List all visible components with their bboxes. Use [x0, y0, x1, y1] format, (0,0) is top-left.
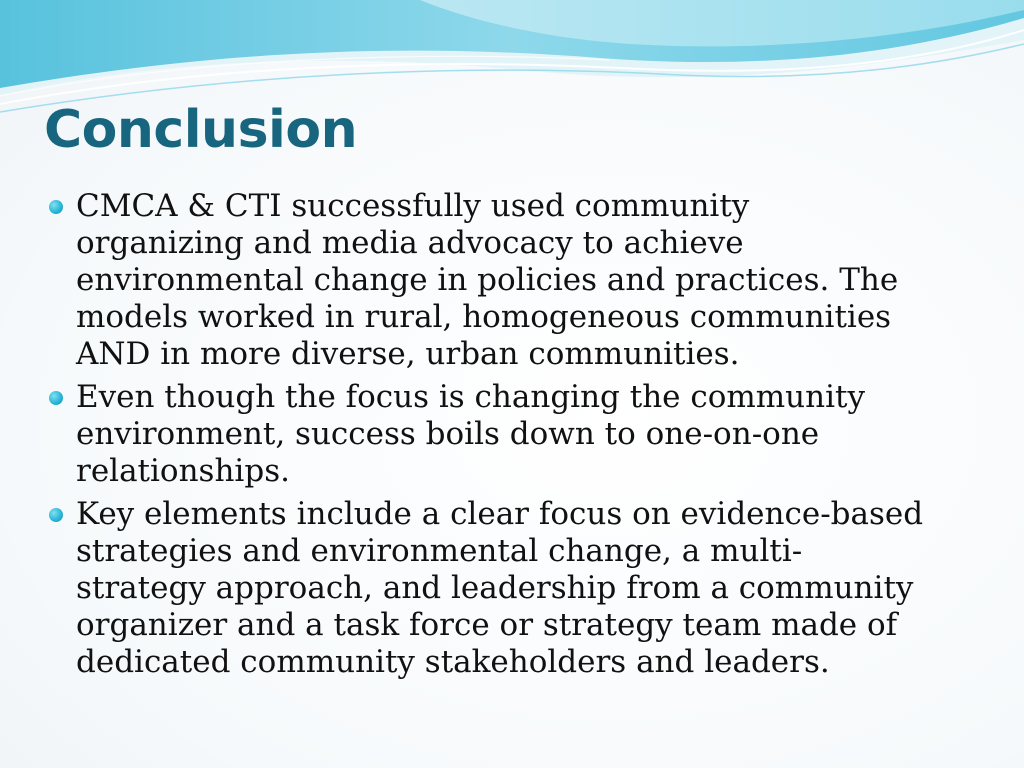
bullet-text: Key elements include a clear focus on evidence-based strategies and environmental change, a multi- strategy approach, and leadership from a community organizer and a task force or strategy team made of dedicated community stakeholders and leaders.	[76, 496, 924, 680]
bullet-text: Even though the focus is changing the community environment, success boils down to one-on-one relationships.	[76, 379, 866, 489]
bullet-item	[46, 496, 976, 681]
bullet-dot-icon	[49, 508, 63, 522]
bullet-list	[46, 188, 976, 687]
bullet-dot-icon	[49, 391, 63, 405]
bullet-dot-icon	[49, 200, 63, 214]
bullet-item	[46, 379, 976, 490]
slide-title: Conclusion	[44, 100, 358, 160]
bullet-text: CMCA & CTI successfully used community organizing and media advocacy to achieve environmental change in policies and practices. The models worked in rural, homogeneous communities AND in more diverse, urban communities.	[76, 188, 899, 372]
bullet-item	[46, 188, 976, 373]
